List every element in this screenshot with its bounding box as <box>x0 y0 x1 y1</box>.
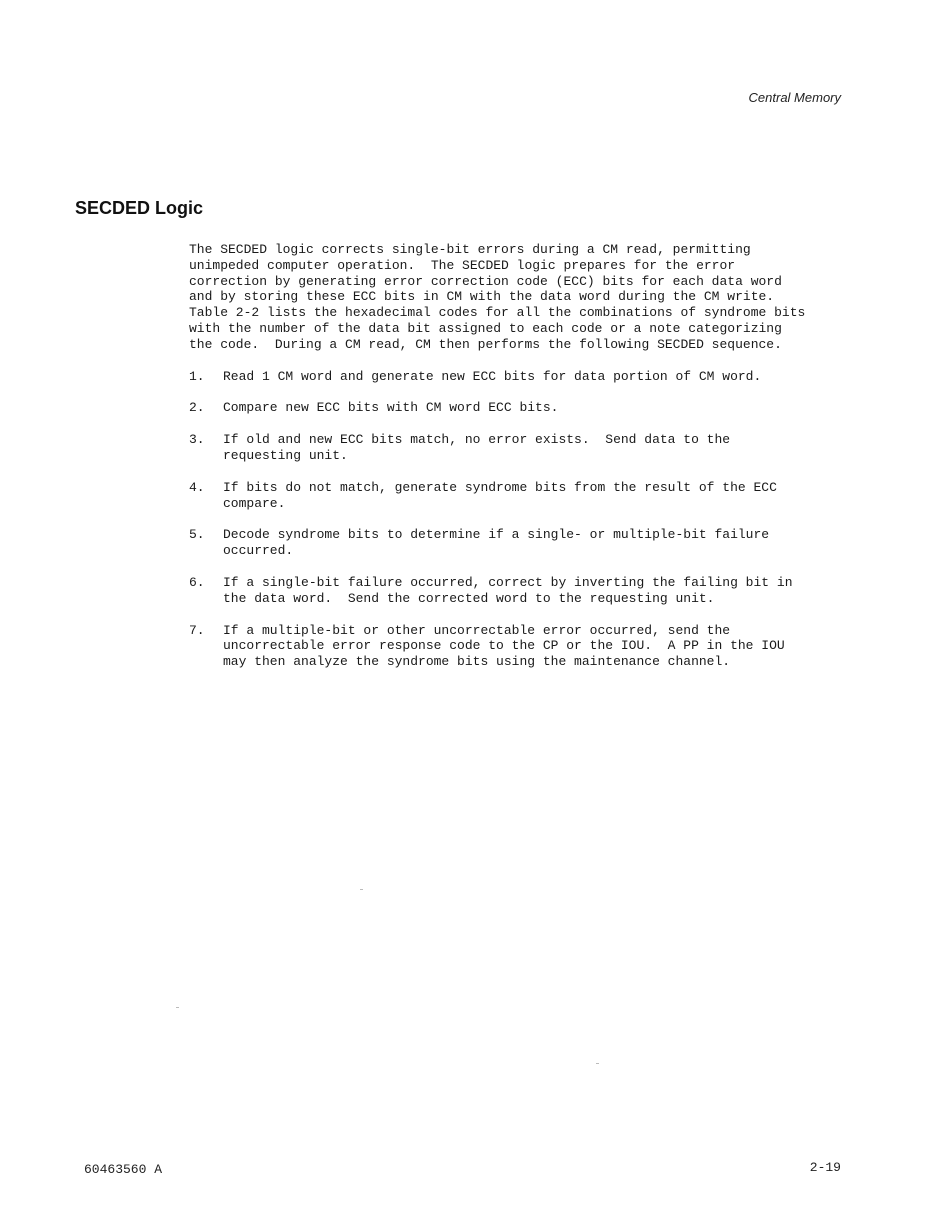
section-heading: SECDED Logic <box>75 198 204 218</box>
step-line: If old and new ECC bits match, no error exists. Send data to the <box>223 432 731 448</box>
scan-speck <box>596 1063 599 1064</box>
intro-line: Table 2-2 lists the hexadecimal codes for all the combinations of syndrome bits <box>189 305 806 321</box>
intro-line: the code. During a CM read, CM then performs the following SECDED sequence. <box>189 336 782 352</box>
step-number: 6. <box>189 574 205 590</box>
running-header: Central Memory <box>748 90 841 105</box>
intro-paragraph <box>189 242 849 353</box>
step-line: If a single-bit failure occurred, correct by inverting the failing bit in <box>223 574 793 590</box>
list-item <box>189 400 849 416</box>
step-line: Compare new ECC bits with CM word ECC bits. <box>223 400 559 416</box>
step-text <box>223 369 761 385</box>
list-item <box>189 432 849 464</box>
step-line: Read 1 CM word and generate new ECC bits for data portion of CM word. <box>223 368 762 384</box>
intro-line: unimpeded computer operation. The SECDED logic prepares for the error <box>189 257 736 273</box>
step-number: 3. <box>189 432 205 448</box>
step-line: compare. <box>223 495 286 511</box>
step-line: Decode syndrome bits to determine if a single- or multiple-bit failure <box>223 527 770 543</box>
list-item <box>189 575 849 607</box>
scan-speck <box>360 889 363 890</box>
list-item <box>189 369 849 385</box>
step-line: may then analyze the syndrome bits using the maintenance channel. <box>223 654 731 670</box>
list-item <box>189 623 849 670</box>
step-line: If a multiple-bit or other uncorrectable error occurred, send the <box>223 622 731 638</box>
list-item <box>189 480 849 512</box>
document-number: 60463560 A <box>84 1162 163 1177</box>
intro-line: The SECDED logic corrects single-bit errors during a CM read, permitting <box>189 242 751 257</box>
step-number: 4. <box>189 479 205 495</box>
step-line: If bits do not match, generate syndrome bits from the result of the ECC <box>223 479 777 495</box>
step-line: the data word. Send the corrected word to the requesting unit. <box>223 590 715 606</box>
step-text <box>223 480 777 512</box>
step-text <box>223 400 558 416</box>
step-line: requesting unit. <box>223 447 348 463</box>
step-number: 1. <box>189 368 205 384</box>
step-number: 7. <box>189 622 205 638</box>
step-text <box>223 432 730 464</box>
step-number: 5. <box>189 527 205 543</box>
intro-line: correction by generating error correction code (ECC) bits for each data word <box>189 273 782 289</box>
scan-speck <box>176 1007 179 1008</box>
step-number: 2. <box>189 400 205 416</box>
step-line: uncorrectable error response code to the CP or the IOU. A PP in the IOU <box>223 638 785 654</box>
step-line: occurred. <box>223 543 294 559</box>
page-number: 2-19 <box>809 1160 841 1175</box>
intro-line: and by storing these ECC bits in CM with the data word during the CM write. <box>189 289 775 305</box>
intro-line: with the number of the data bit assigned to each code or a note categorizing <box>189 320 782 336</box>
body-text <box>189 242 849 686</box>
list-item <box>189 527 849 559</box>
step-text <box>223 527 769 559</box>
step-text <box>223 575 793 607</box>
sequence-list <box>189 369 849 670</box>
step-text <box>223 623 785 670</box>
